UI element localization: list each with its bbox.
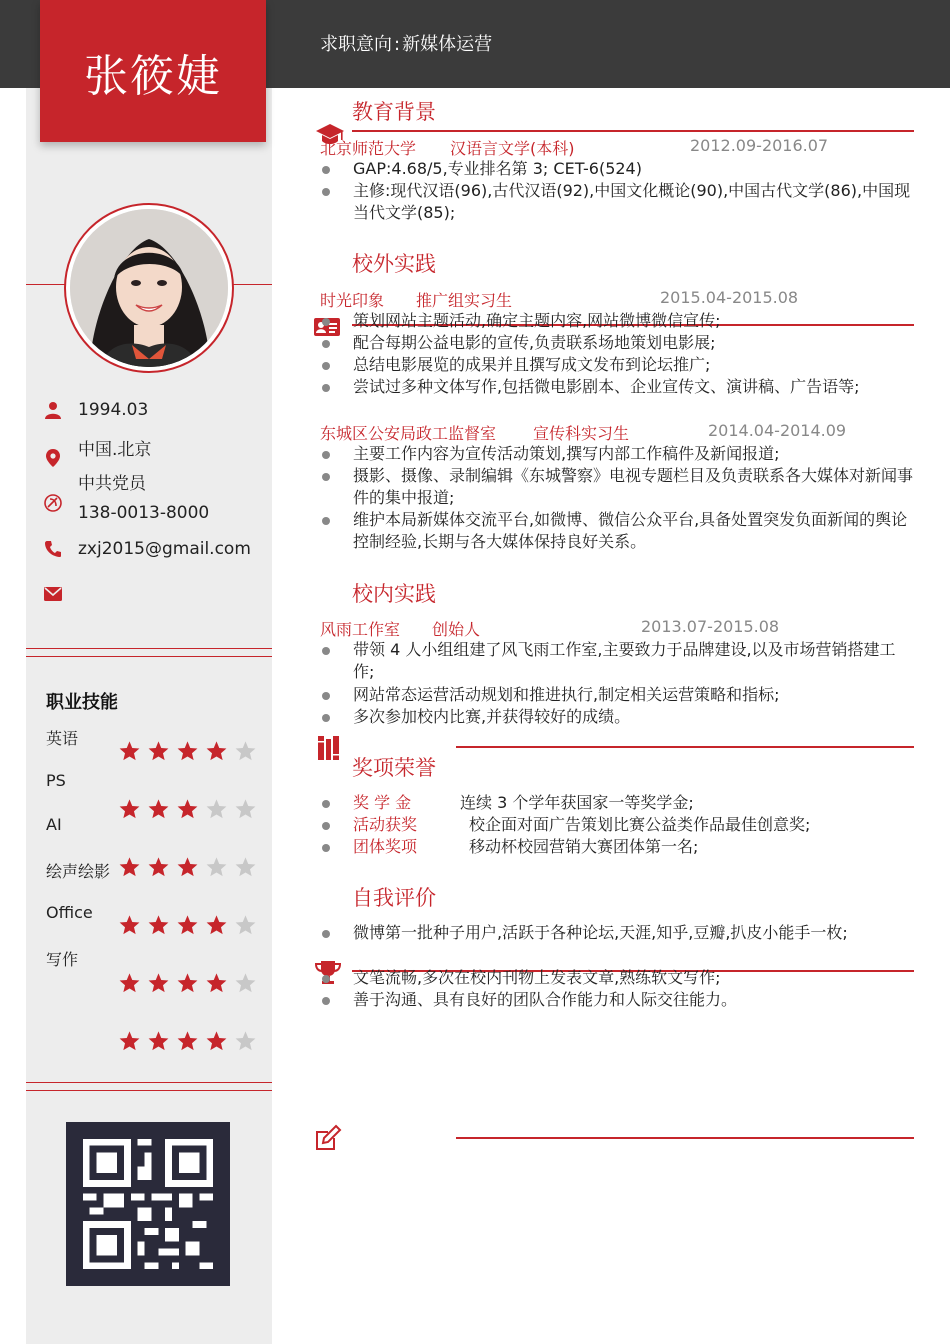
skill-rating bbox=[118, 856, 257, 878]
self-eval-item: 善于沟通、具有良好的团队合作能力和人际交往能力。 bbox=[320, 989, 914, 1011]
job-duty: 摄影、摄像、录制编辑《东城警察》电视专题栏目及负责联系各大媒体对新闻事件的集中报道; bbox=[320, 465, 914, 509]
star-empty-icon bbox=[205, 798, 228, 820]
school-name: 北京师范大学 bbox=[320, 139, 417, 158]
star-filled-icon bbox=[118, 856, 141, 878]
section-title-education: 教育背景 bbox=[352, 100, 436, 124]
star-empty-icon bbox=[234, 740, 257, 762]
star-empty-icon bbox=[234, 856, 257, 878]
star-filled-icon bbox=[147, 740, 170, 762]
job-dates: 2015.04-2015.08 bbox=[660, 288, 799, 307]
honor-label: 活动获奖 bbox=[353, 815, 418, 834]
star-empty-icon bbox=[234, 972, 257, 994]
self-eval-item: 文笔流畅,多次在校内刊物上发表文章,熟练软文写作; bbox=[320, 967, 914, 989]
job-duty: 带领 4 人小组组建了风飞雨工作室,主要致力于品牌建设,以及市场营销搭建工作; bbox=[320, 639, 914, 683]
books-icon bbox=[316, 734, 344, 762]
org-name: 时光印象 bbox=[320, 291, 385, 310]
job-duty: 策划网站主题活动,确定主题内容,网站微博微信宣传; bbox=[320, 310, 914, 332]
self-eval-item: 微博第一批种子用户,活跃于各种论坛,天涯,知乎,豆瓣,扒皮小能手一枚; bbox=[320, 922, 914, 944]
location: 中国.北京 bbox=[78, 440, 152, 460]
section-rule bbox=[456, 1137, 914, 1139]
honor-label: 团体奖项 bbox=[353, 837, 418, 856]
education-dates: 2012.09-2016.07 bbox=[690, 136, 829, 155]
sidebar-divider bbox=[26, 1090, 272, 1091]
star-filled-icon bbox=[118, 740, 141, 762]
section-title-honors: 奖项荣誉 bbox=[352, 756, 436, 780]
qr-code bbox=[66, 1122, 230, 1286]
job-intent-value: 新媒体运营 bbox=[402, 34, 493, 55]
star-filled-icon bbox=[118, 972, 141, 994]
star-filled-icon bbox=[118, 1030, 141, 1052]
star-filled-icon bbox=[118, 798, 141, 820]
location-pin-icon bbox=[44, 449, 62, 467]
section-rule bbox=[456, 746, 914, 748]
candidate-name: 张筱婕 bbox=[84, 51, 222, 102]
job-role: 创始人 bbox=[432, 620, 481, 639]
job-duty: 维护本局新媒体交流平台,如微博、微信公众平台,具备处置突发负面新闻的舆论控制经验,长期与各大媒体保持良好关系。 bbox=[320, 509, 914, 553]
education-item: 主修:现代汉语(96),古代汉语(92),中国文化概论(90),中国古代文学(86),中国现当代文学(85); bbox=[320, 180, 914, 224]
skill-label: Office bbox=[46, 903, 93, 922]
job-intent bbox=[320, 30, 492, 56]
job-duty: 网站常态运营活动规划和推进执行,制定相关运营策略和指标; bbox=[320, 684, 914, 706]
party-affiliation: 中共党员 bbox=[78, 474, 146, 494]
star-filled-icon bbox=[205, 740, 228, 762]
skill-label: 写作 bbox=[46, 950, 79, 969]
sidebar-divider bbox=[26, 648, 272, 649]
org-name: 风雨工作室 bbox=[320, 620, 401, 639]
skill-rating bbox=[118, 1030, 257, 1052]
skill-rating bbox=[118, 972, 257, 994]
skill-label: AI bbox=[46, 815, 62, 834]
star-filled-icon bbox=[118, 914, 141, 936]
phone-number: 138-0013-8000 bbox=[78, 503, 210, 523]
star-filled-icon bbox=[147, 1030, 170, 1052]
job-dates: 2013.07-2015.08 bbox=[641, 617, 780, 636]
org-name: 东城区公安局政工监督室 bbox=[320, 424, 497, 443]
honor-item bbox=[320, 836, 698, 858]
job-duty: 尝试过多种文体写作,包括微电影剧本、企业宣传文、演讲稿、广告语等; bbox=[320, 376, 914, 398]
job-intent-separator: : bbox=[394, 34, 401, 55]
star-filled-icon bbox=[147, 914, 170, 936]
honor-text: 移动杯校园营销大赛团体第一名; bbox=[469, 837, 699, 856]
star-filled-icon bbox=[147, 856, 170, 878]
star-filled-icon bbox=[176, 972, 199, 994]
email-address: zxj2015@gmail.com bbox=[78, 539, 251, 559]
section-title-external: 校外实践 bbox=[352, 252, 436, 276]
job-duty: 总结电影展览的成果并且撰写成文发布到论坛推广; bbox=[320, 354, 914, 376]
star-empty-icon bbox=[234, 798, 257, 820]
education-item: GAP:4.68/5,专业排名第 3; CET-6(524) bbox=[320, 158, 914, 180]
job-role: 宣传科实习生 bbox=[533, 424, 630, 443]
job-duty: 多次参加校内比赛,并获得较好的成绩。 bbox=[320, 706, 914, 728]
job-intent-label: 求职意向 bbox=[320, 34, 392, 55]
sidebar-divider bbox=[26, 1082, 272, 1083]
star-filled-icon bbox=[205, 972, 228, 994]
star-empty-icon bbox=[234, 914, 257, 936]
birth-date: 1994.03 bbox=[78, 400, 149, 420]
section-rule bbox=[352, 130, 914, 132]
honor-label: 奖 学 金 bbox=[353, 793, 412, 812]
skill-rating bbox=[118, 798, 257, 820]
skill-rating bbox=[118, 740, 257, 762]
skill-rating bbox=[118, 914, 257, 936]
job-role: 推广组实习生 bbox=[416, 291, 513, 310]
sidebar-divider bbox=[26, 656, 272, 657]
section-title-self: 自我评价 bbox=[352, 886, 436, 910]
star-filled-icon bbox=[205, 1030, 228, 1052]
star-empty-icon bbox=[234, 1030, 257, 1052]
edit-pen-icon bbox=[314, 1124, 342, 1152]
section-title-internal: 校内实践 bbox=[352, 582, 436, 606]
mail-icon bbox=[44, 585, 62, 603]
skills-title: 职业技能 bbox=[46, 692, 118, 713]
profile-photo bbox=[64, 203, 234, 373]
star-filled-icon bbox=[147, 798, 170, 820]
honor-item bbox=[320, 814, 810, 836]
job-dates: 2014.04-2014.09 bbox=[708, 421, 847, 440]
qr-code-pattern bbox=[76, 1132, 220, 1276]
star-filled-icon bbox=[176, 798, 199, 820]
skill-label: 英语 bbox=[46, 729, 79, 748]
skill-label: 绘声绘影 bbox=[46, 862, 111, 881]
name-banner bbox=[40, 0, 266, 142]
job-duty: 配合每期公益电影的宣传,负责联系场地策划电影展; bbox=[320, 332, 914, 354]
avatar-portrait bbox=[70, 209, 228, 367]
honor-item bbox=[320, 792, 694, 814]
honor-text: 校企面对面广告策划比赛公益类作品最佳创意奖; bbox=[469, 815, 811, 834]
star-filled-icon bbox=[176, 914, 199, 936]
star-filled-icon bbox=[147, 972, 170, 994]
star-filled-icon bbox=[176, 1030, 199, 1052]
star-filled-icon bbox=[176, 856, 199, 878]
person-icon bbox=[44, 401, 62, 419]
major: 汉语言文学(本科) bbox=[450, 139, 575, 158]
star-empty-icon bbox=[205, 856, 228, 878]
star-filled-icon bbox=[205, 914, 228, 936]
job-duty: 主要工作内容为宣传活动策划,撰写内部工作稿件及新闻报道; bbox=[320, 443, 914, 465]
honor-text: 连续 3 个学年获国家一等奖学金; bbox=[460, 793, 694, 812]
party-emblem-icon bbox=[44, 494, 62, 512]
skill-label: PS bbox=[46, 771, 66, 790]
star-filled-icon bbox=[176, 740, 199, 762]
phone-icon bbox=[44, 540, 62, 558]
